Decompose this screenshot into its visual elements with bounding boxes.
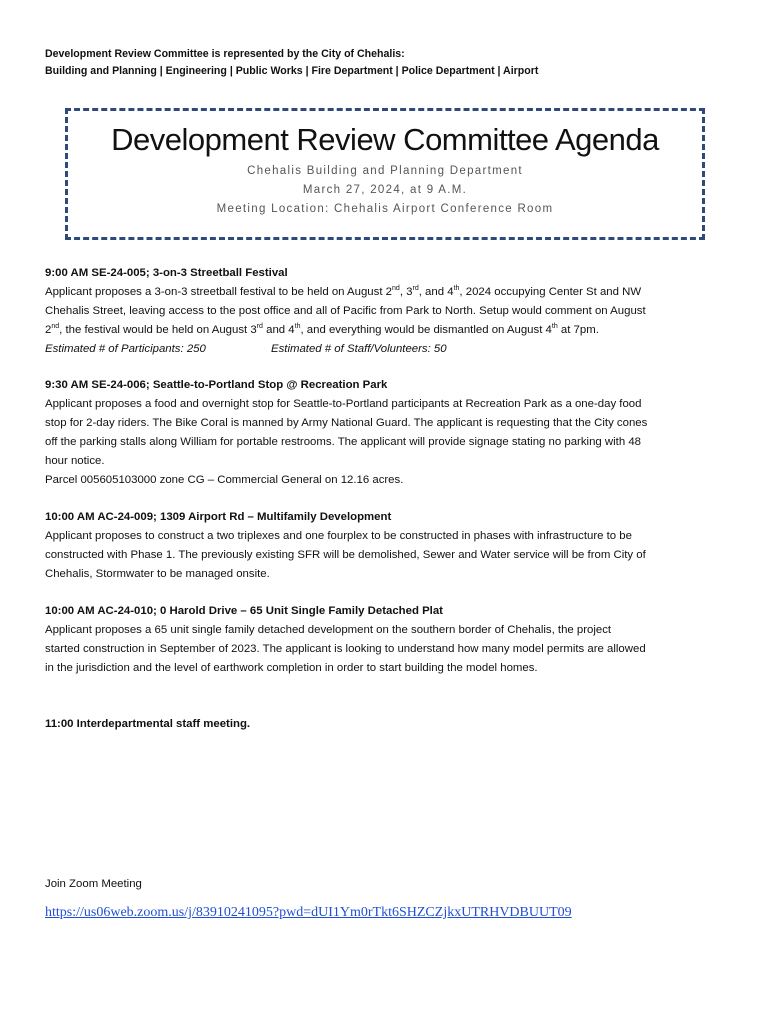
zoom-meeting-link[interactable]: https://us06web.zoom.us/j/83910241095?pwd=dUI1Ym0rTkt6SHZCZjkxUTRHVDBUUT09 — [45, 905, 572, 920]
agenda-date: March 27, 2024, at 9 A.M. — [302, 184, 468, 196]
agenda-item-text: in the jurisdiction and the level of earthwork completion in order to start building the model homes. — [45, 662, 538, 674]
staff-meeting: 11:00 Interdepartmental staff meeting. — [45, 718, 251, 730]
agenda-item-title: 9:00 AM SE-24-005; 3-on-3 Streetball Festival — [45, 267, 288, 279]
estimate-line — [45, 341, 447, 357]
agenda-location: Meeting Location: Chehalis Airport Conference Room — [216, 203, 554, 215]
agenda-item-title: 10:00 AM AC-24-009; 1309 Airport Rd – Multifamily Development — [45, 511, 392, 523]
agenda-item-text: Applicant proposes a food and overnight stop for Seattle-to-Portland participants at Recreation Park as a one-day food — [45, 398, 642, 410]
agenda-item-text: started construction in September of 2023. The applicant is looking to understand how many model permits are allowed — [45, 643, 646, 655]
committee-departments: Building and Planning | Engineering | Public Works | Fire Department | Police Department | Airport — [45, 65, 539, 77]
agenda-item-text: 2nd, the festival would be held on August 3rd and 4th, and everything would be dismantled on August 4th at 7pm. — [45, 323, 599, 336]
agenda-title: Development Review Committee Agenda — [111, 122, 659, 157]
agenda-title-box — [65, 108, 705, 240]
committee-intro: Development Review Committee is represented by the City of Chehalis: — [45, 48, 405, 60]
agenda-item-text: hour notice. — [45, 455, 105, 467]
agenda-item-text: Applicant proposes a 3-on-3 streetball festival to be held on August 2nd, 3rd, and 4th, 2024 occupying Center St and NW — [45, 285, 642, 298]
agenda-item-text: Chehalis Street, leaving access to the post office and all of Pacific from Park to North. Setup would comment on August — [45, 305, 646, 317]
agenda-department: Chehalis Building and Planning Department — [247, 165, 523, 177]
parcel-info: Parcel 005605103000 zone CG – Commercial General on 12.16 acres. — [45, 474, 404, 486]
agenda-item-title: 9:30 AM SE-24-006; Seattle-to-Portland Stop @ Recreation Park — [45, 379, 388, 391]
staff-estimate: Estimated # of Staff/Volunteers: 50 — [271, 343, 447, 355]
agenda-item-text: Chehalis, Stormwater to be managed onsite. — [45, 568, 270, 580]
participants-estimate: Estimated # of Participants: 250 — [45, 343, 206, 355]
agenda-item-text: constructed with Phase 1. The previously existing SFR will be demolished, Sewer and Water service will be from City of — [45, 549, 646, 561]
agenda-item-text: stop for 2-day riders. The Bike Coral is manned by Army National Guard. The applicant is requesting that the City cones — [45, 417, 648, 429]
agenda-item-text: Applicant proposes a 65 unit single family detached development on the southern border of Chehalis, the project — [45, 624, 612, 636]
agenda-item-text: off the parking stalls along William for portable restrooms. The applicant will provide signage stating no parking with 48 — [45, 436, 642, 448]
agenda-item-title: 10:00 AM AC-24-010; 0 Harold Drive – 65 Unit Single Family Detached Plat — [45, 605, 443, 617]
zoom-label: Join Zoom Meeting — [45, 878, 142, 890]
agenda-item-text: Applicant proposes to construct a two triplexes and one fourplex to be constructed in phases with infrastructure to be — [45, 530, 632, 542]
